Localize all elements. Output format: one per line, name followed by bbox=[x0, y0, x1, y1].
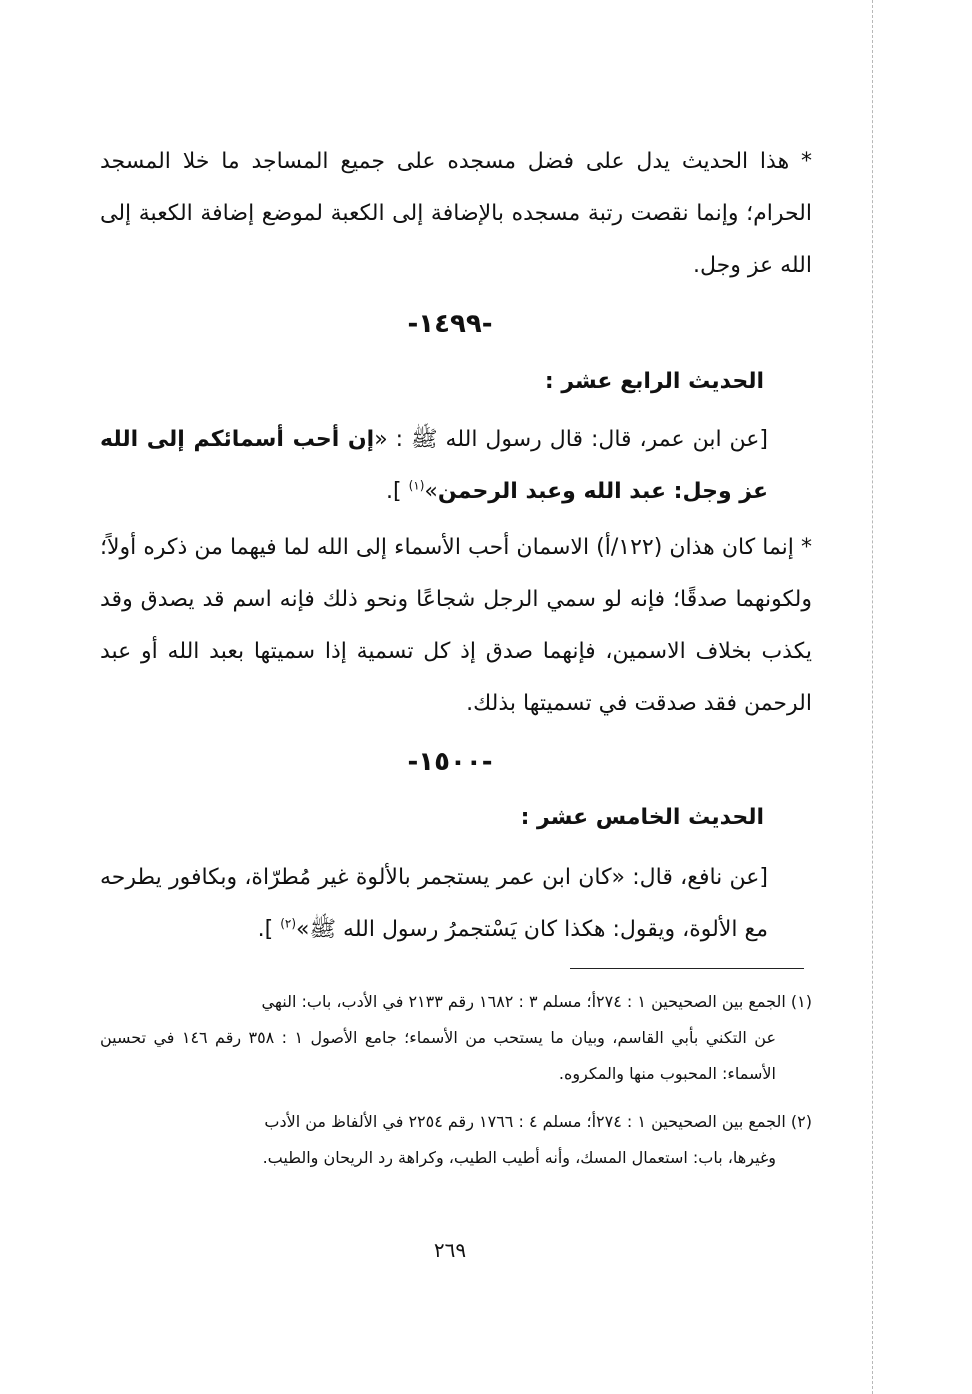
footnote-2 bbox=[100, 1104, 812, 1176]
hadith-quote-close: » bbox=[424, 479, 438, 504]
commentary-paragraph-1 bbox=[100, 136, 812, 292]
commentary-text: هذا الحديث يدل على فضل مسجده على جميع المساجد ما خلا المسجد الحرام؛ وإنما نقصت رتبة مسجده بالإضافة إلى الكعبة لموضع إضافة الكعبة إلى الله عز وجل. bbox=[100, 149, 812, 278]
hadith-end: ]. bbox=[386, 479, 409, 504]
hadith-heading: الحديث الخامس عشر : bbox=[520, 805, 764, 830]
footnote-line: الجمع بين الصحيحين ١ : ٢٧٤أ؛ مسلم ٣ : ١٦٨٢ رقم ٢١٣٣ في الأدب، باب: النهي bbox=[261, 992, 786, 1011]
footnote-ref-1[interactable]: (١) bbox=[408, 478, 425, 493]
commentary-text: إنما كان هذان (١٢٢/أ) الاسمان أحب الأسماء إلى الله لما فيهما من ذكره أولاً؛ ولكونهما صدقًا؛ فإنه لو سمي الرجل شجاعًا ونحو ذلك فإنه اسم قد يصدق وقد يكذب بخلاف الاسمين، فإنهما صدق إذ كل تسمية إذا سميتها بعبد الله أو عبد الرحمن فقد صدقت في تسميتها بذلك. bbox=[100, 535, 812, 716]
bullet-asterisk: * bbox=[801, 535, 812, 560]
hadith-text bbox=[100, 852, 812, 956]
crop-margin-line bbox=[872, 0, 873, 1394]
hadith-bold-text: إن أحب أسمائكم إلى الله عز وجل: عبد الله وعبد الرحمن bbox=[100, 427, 768, 504]
hadith-end: ]. bbox=[257, 917, 281, 942]
footnote-line: الجمع بين الصحيحين ١ : ٢٧٤أ؛ مسلم ٤ : ١٧٦٦ رقم ٢٢٥٤ في الألفاظ من الأدب bbox=[264, 1112, 786, 1131]
hadith-number: -١٥٠٠- bbox=[407, 747, 493, 777]
commentary-paragraph-2 bbox=[100, 522, 812, 730]
footnote-ref-2[interactable]: (٢) bbox=[280, 916, 297, 931]
hadith-number: -١٤٩٩- bbox=[407, 309, 493, 339]
hadith-body: [عن نافع، قال: «كان ابن عمر يستجمر بالألوة غير مُطرّاة، وبكافور يطرحه مع الألوة، ويقول: هكذا كان يَسْتجمرُ رسول الله ﷺ» bbox=[100, 865, 768, 942]
page-number: ٢٦٩ bbox=[433, 1238, 467, 1262]
footnote-mark: (٢) bbox=[790, 1112, 812, 1131]
footnote-mark: (١) bbox=[790, 992, 812, 1011]
footnote-continuation: عن التكني بأبي القاسم، وبيان ما يستحب من الأسماء؛ جامع الأصول ١ : ٣٥٨ رقم ١٤٦ في تحسين الأسماء: المحبوب منها والمكروه. bbox=[100, 1028, 777, 1083]
footnote-separator bbox=[570, 968, 804, 969]
hadith-text bbox=[100, 414, 812, 518]
footnote-1 bbox=[100, 984, 812, 1092]
hadith-heading: الحديث الرابع عشر : bbox=[544, 369, 764, 394]
hadith-intro: [عن ابن عمر، قال: قال رسول الله ﷺ : « bbox=[374, 427, 768, 452]
bullet-asterisk: * bbox=[801, 149, 812, 174]
footnote-continuation: وغيرها، باب: استعمال المسك، وأنه أطيب الطيب، وكراهة رد الريحان والطيب. bbox=[262, 1148, 776, 1167]
